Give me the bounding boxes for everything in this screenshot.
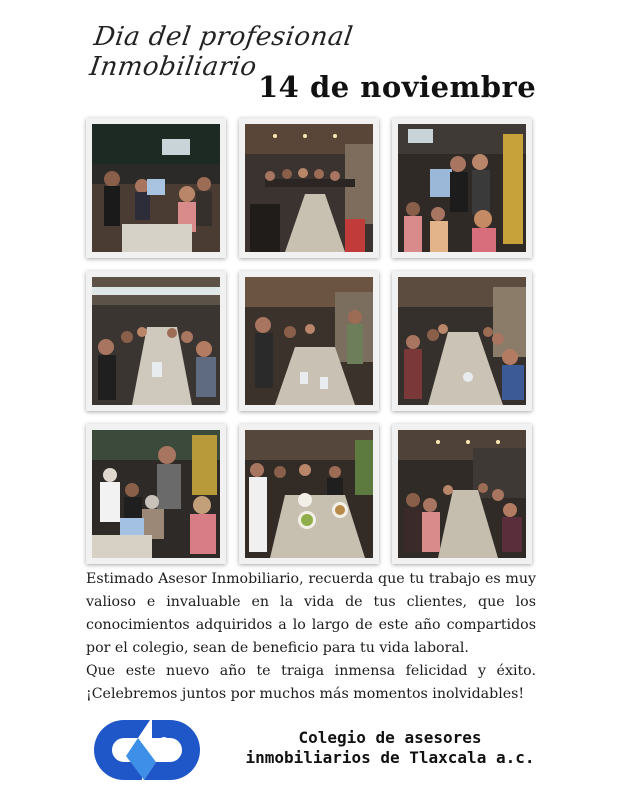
message-text <box>86 568 536 706</box>
message-paragraph-1: Estimado Asesor Inmobiliario, recuerda que tu trabajo es muy valioso e invaluable en la vida de tus clientes, que los conocimientos adquiridos a lo largo de este año compartidos por el colegio, sean de beneficio para tu vida laboral. <box>86 571 536 656</box>
photo-7 <box>86 424 226 564</box>
photo-grid <box>86 118 532 564</box>
photo-3 <box>392 118 532 258</box>
photo-9 <box>392 424 532 564</box>
script-title: Dia del profesional Inmobiliario <box>87 22 355 82</box>
photo-5 <box>239 271 379 411</box>
photo-2 <box>239 118 379 258</box>
photo-1 <box>86 118 226 258</box>
photo-6 <box>392 271 532 411</box>
organization-name <box>240 728 540 768</box>
photo-8 <box>239 424 379 564</box>
organization-logo <box>86 712 208 788</box>
message-paragraph-2: Que este nuevo año te traiga inmensa felicidad y éxito. ¡Celebremos juntos por muchos más momentos inolvidables! <box>86 663 536 702</box>
organization-line-1: Colegio de asesores <box>298 728 482 747</box>
organization-line-2: inmobiliarios de Tlaxcala a.c. <box>245 748 535 767</box>
date-title: 14 de noviembre <box>258 70 537 104</box>
photo-4 <box>86 271 226 411</box>
